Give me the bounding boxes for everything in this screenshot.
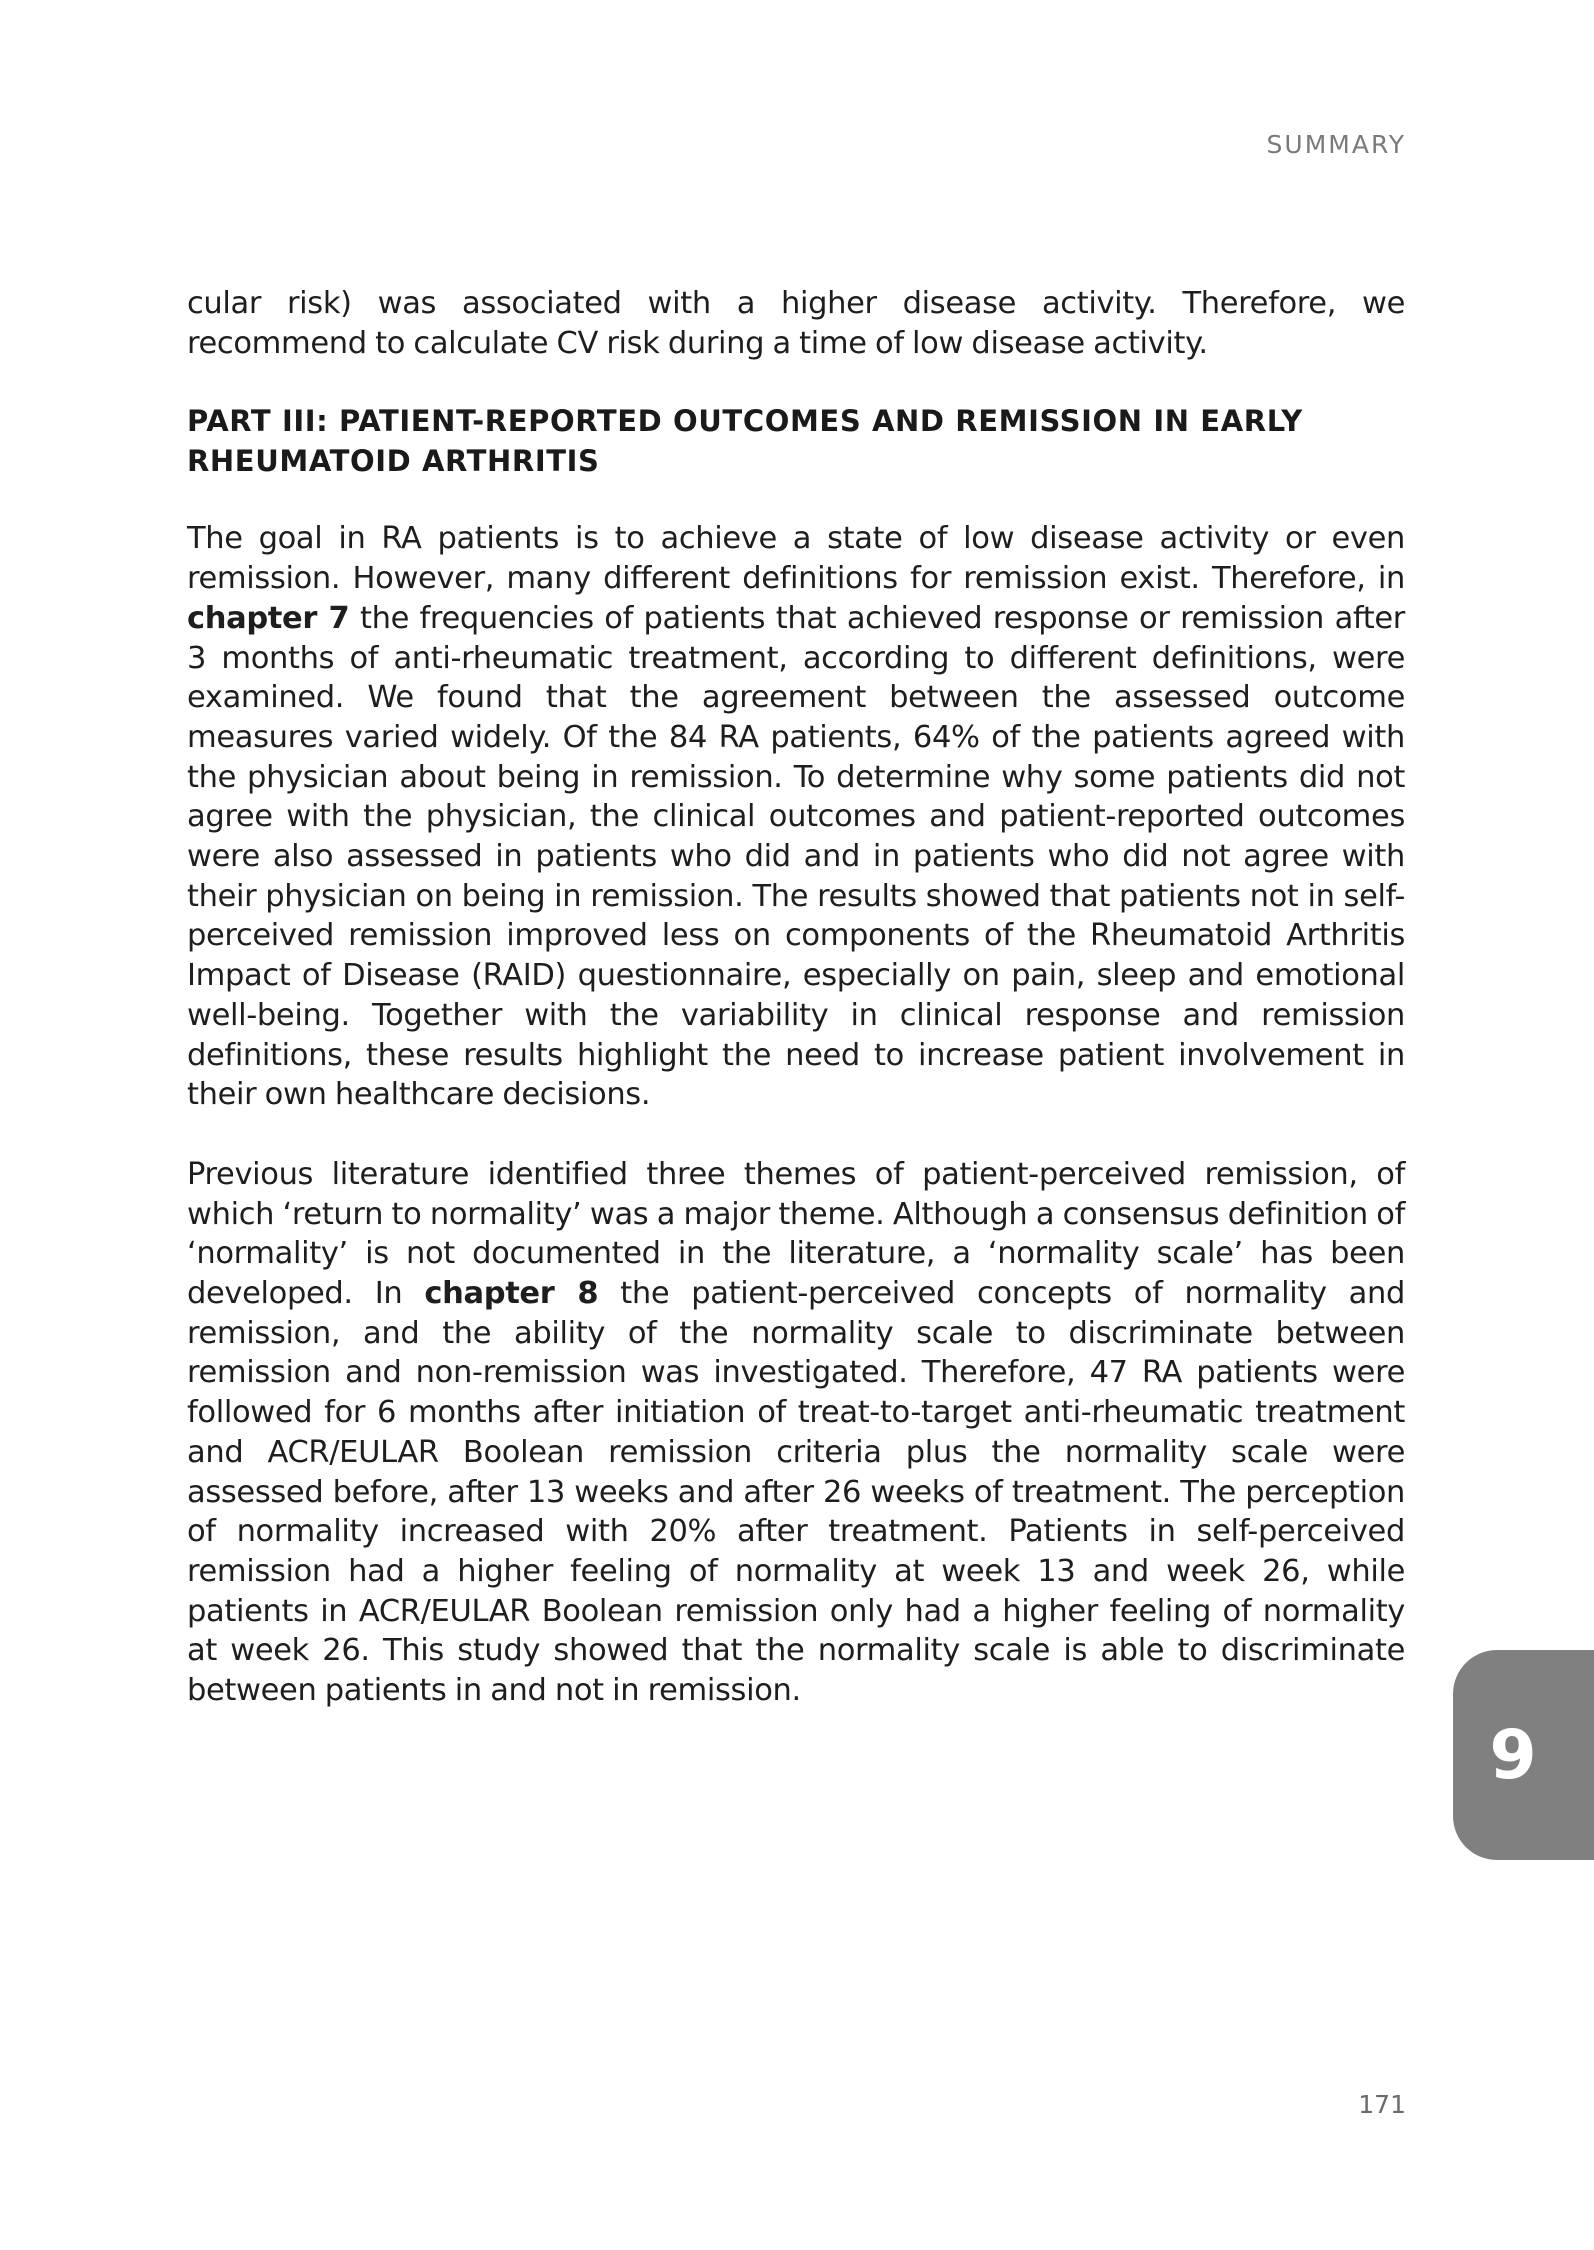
chapter-thumb-tab — [1453, 1650, 1594, 1860]
paragraph-text: the patient-perceived concepts of normality and remission, and the ability of the normality scale to discriminate between remission and non-remission was investigated. Therefore, 47 RA patients were followed for 6 months after initiation of treat-to-target anti-rheumatic treatment and ACR/EULAR Boolean remission criteria plus the normality scale were assessed before, after 13 weeks and after 26 weeks of treatment. The perception of normality increased with 20% after treatment. Patients in self-perceived remission had a higher feeling of normality at week 13 and week 26, while patients in ACR/EULAR Boolean remission only had a higher feeling of normality at week 26. This study showed that the normality scale is able to discriminate between patients in and not in remission. — [187, 1276, 1405, 1709]
paragraph-text: The goal in RA patients is to achieve a state of low disease activity or even remission. However, many different definitions for remission exist. Therefore, in — [187, 521, 1405, 597]
page-body — [187, 284, 1405, 1711]
page-number: 171 — [1358, 2090, 1406, 2119]
paragraph-text: the frequencies of patients that achieved response or remission after 3 months of anti-rheumatic treatment, according to different definitions, were examined. We found that the agreement between the assessed outcome measures varied widely. Of the 84 RA patients, 64% of the patients agreed with the physician about being in remission. To determine why some patients did not agree with the physician, the clinical outcomes and patient-reported outcomes were also assessed in patients who did and in patients who did not agree with their physician on being in remission. The results showed that patients not in self-perceived remission improved less on components of the Rheumatoid Arthritis Impact of Disease (RAID) questionnaire, especially on pain, sleep and emotional well-being. Together with the variability in clinical response and remission definitions, these results highlight the need to increase patient involvement in their own healthcare decisions. — [187, 600, 1405, 1113]
chapter-reference: chapter 8 — [424, 1276, 599, 1312]
body-paragraph — [187, 519, 1405, 1115]
body-paragraph: cular risk) was associated with a higher disease activity. Therefore, we recommend to calculate CV risk during a time of low disease activity. — [187, 286, 1405, 361]
running-header: SUMMARY — [1266, 130, 1406, 159]
section-heading: PART III: PATIENT-REPORTED OUTCOMES AND REMISSION IN EARLY RHEUMATOID ARTHRITIS — [187, 404, 1303, 479]
paragraph-text: Previous literature identified three themes of patient-perceived remission, of which ‘return to normality’ was a major theme. Although a consensus definition of ‘normality’ is not documented in the literature, a ‘normality scale’ has been developed. In — [187, 1156, 1405, 1312]
chapter-number: 9 — [1489, 1715, 1537, 1795]
chapter-reference: chapter 7 — [187, 600, 350, 636]
body-paragraph — [187, 1155, 1405, 1711]
